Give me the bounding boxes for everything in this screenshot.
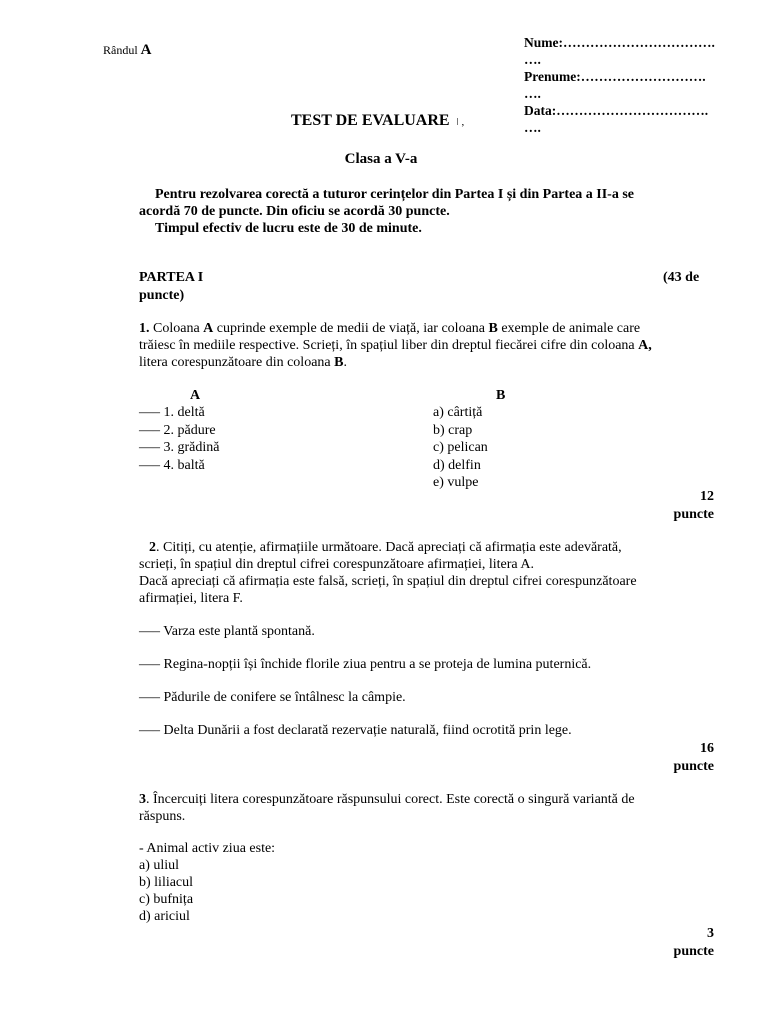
statement-2[interactable]: —– Regina-nopții își închide florile ziua pentru a se proteja de lumina puternică. <box>139 657 592 672</box>
q3-line-2: răspuns. <box>139 809 186 824</box>
title-mark: ǀ , <box>456 116 465 128</box>
q3-question: - Animal activ ziua este: <box>139 841 276 856</box>
question-1 <box>139 320 719 371</box>
column-b-item: c) pelican <box>433 440 488 455</box>
q2-line-3: Dacă apreciați că afirmația este falsă, scrieți, în spațiul din dreptul cifrei corespunzătoare <box>139 574 637 589</box>
student-info-block <box>524 34 715 136</box>
date-field[interactable]: Data:……………………………. <box>524 103 709 118</box>
surname-field-cont: …. <box>524 86 541 101</box>
column-a-item[interactable]: —– 3. grădină <box>139 440 220 455</box>
row-label <box>103 42 152 59</box>
instructions <box>139 186 719 237</box>
question-3 <box>139 791 719 825</box>
q3-points <box>674 925 714 961</box>
q2-line-2: scrieți, în spațiul din dreptul cifrei corespunzătoare afirmației, litera A. <box>139 557 534 572</box>
answer-option-c[interactable]: c) bufnița <box>139 892 194 907</box>
name-field-cont: …. <box>524 52 541 67</box>
page-title <box>291 112 464 130</box>
q1-points <box>674 488 714 524</box>
column-a <box>139 404 219 474</box>
column-b-item: d) delfin <box>433 457 481 473</box>
statement-4[interactable]: —– Delta Dunării a fost declarată rezervație naturală, fiind ocrotită prin lege. <box>139 723 572 738</box>
column-a-item[interactable]: —– 4. baltă <box>139 457 205 473</box>
column-a-item[interactable]: —– 1. deltă <box>139 405 205 420</box>
row-value: A <box>140 42 152 58</box>
column-b-item: b) crap <box>433 422 473 438</box>
q3-options <box>139 857 193 925</box>
answer-option-d[interactable]: d) ariciul <box>139 909 190 924</box>
column-b-item: e) vulpe <box>433 475 479 490</box>
statement-3[interactable]: —– Pădurile de conifere se întâlnesc la câmpie. <box>139 690 406 705</box>
q3-points-word: puncte <box>673 944 714 959</box>
q1-line-3: litera corespunzătoare din coloana B. <box>139 355 347 370</box>
q3-points-num: 3 <box>707 926 714 941</box>
surname-field[interactable]: Prenume:………………………. <box>524 69 706 84</box>
q1-line-1: 1. Coloana A cuprinde exemple de medii de viață, iar coloana B exemple de animale care <box>139 321 641 336</box>
q1-points-num: 12 <box>700 489 714 504</box>
q2-points-word: puncte <box>673 759 714 774</box>
column-b-header: B <box>496 388 506 403</box>
part-points: (43 de <box>663 270 700 285</box>
part-points-cont: puncte) <box>139 288 185 303</box>
class-subtitle: Clasa a V-a <box>344 151 418 167</box>
part-title: PARTEA I <box>139 270 204 285</box>
name-field[interactable]: Nume:……………………………. <box>524 35 715 50</box>
column-b-item: a) cârtiță <box>433 405 483 420</box>
instructions-line-3: Timpul efectiv de lucru este de 30 de minute. <box>155 221 422 236</box>
column-b <box>433 404 488 492</box>
column-a-item[interactable]: —– 2. pădure <box>139 422 216 438</box>
q1-line-2: trăiesc în mediile respective. Scrieți, în spațiul liber din dreptul fiecărei cifre din coloana A, <box>139 338 652 353</box>
column-a-header: A <box>190 388 201 403</box>
q3-line-1: 3. Încercuiți litera corespunzătoare răspunsului corect. Este corectă o singură variantă de <box>139 792 635 807</box>
page-title-text: TEST DE EVALUARE <box>291 112 450 129</box>
date-field-cont: …. <box>524 120 541 135</box>
statement-1[interactable]: —– Varza este plantă spontană. <box>139 624 315 639</box>
row-label-text: Rândul <box>103 43 138 57</box>
q2-points-num: 16 <box>700 741 714 756</box>
question-2 <box>139 539 719 607</box>
answer-option-a[interactable]: a) uliul <box>139 858 180 873</box>
q2-line-1: 2. Citiți, cu atenție, afirmațiile următoare. Dacă apreciați că afirmația este adevărată, <box>149 540 622 555</box>
answer-option-b[interactable]: b) liliacul <box>139 875 194 890</box>
q2-line-4: afirmației, litera F. <box>139 591 243 606</box>
instructions-line-2: acordă 70 de puncte. Din oficiu se acordă 30 puncte. <box>139 204 450 219</box>
instructions-line-1: Pentru rezolvarea corectă a tuturor cerințelor din Partea I și din Partea a II-a se <box>155 187 635 202</box>
q1-points-word: puncte <box>673 507 714 522</box>
q2-points <box>674 740 714 776</box>
